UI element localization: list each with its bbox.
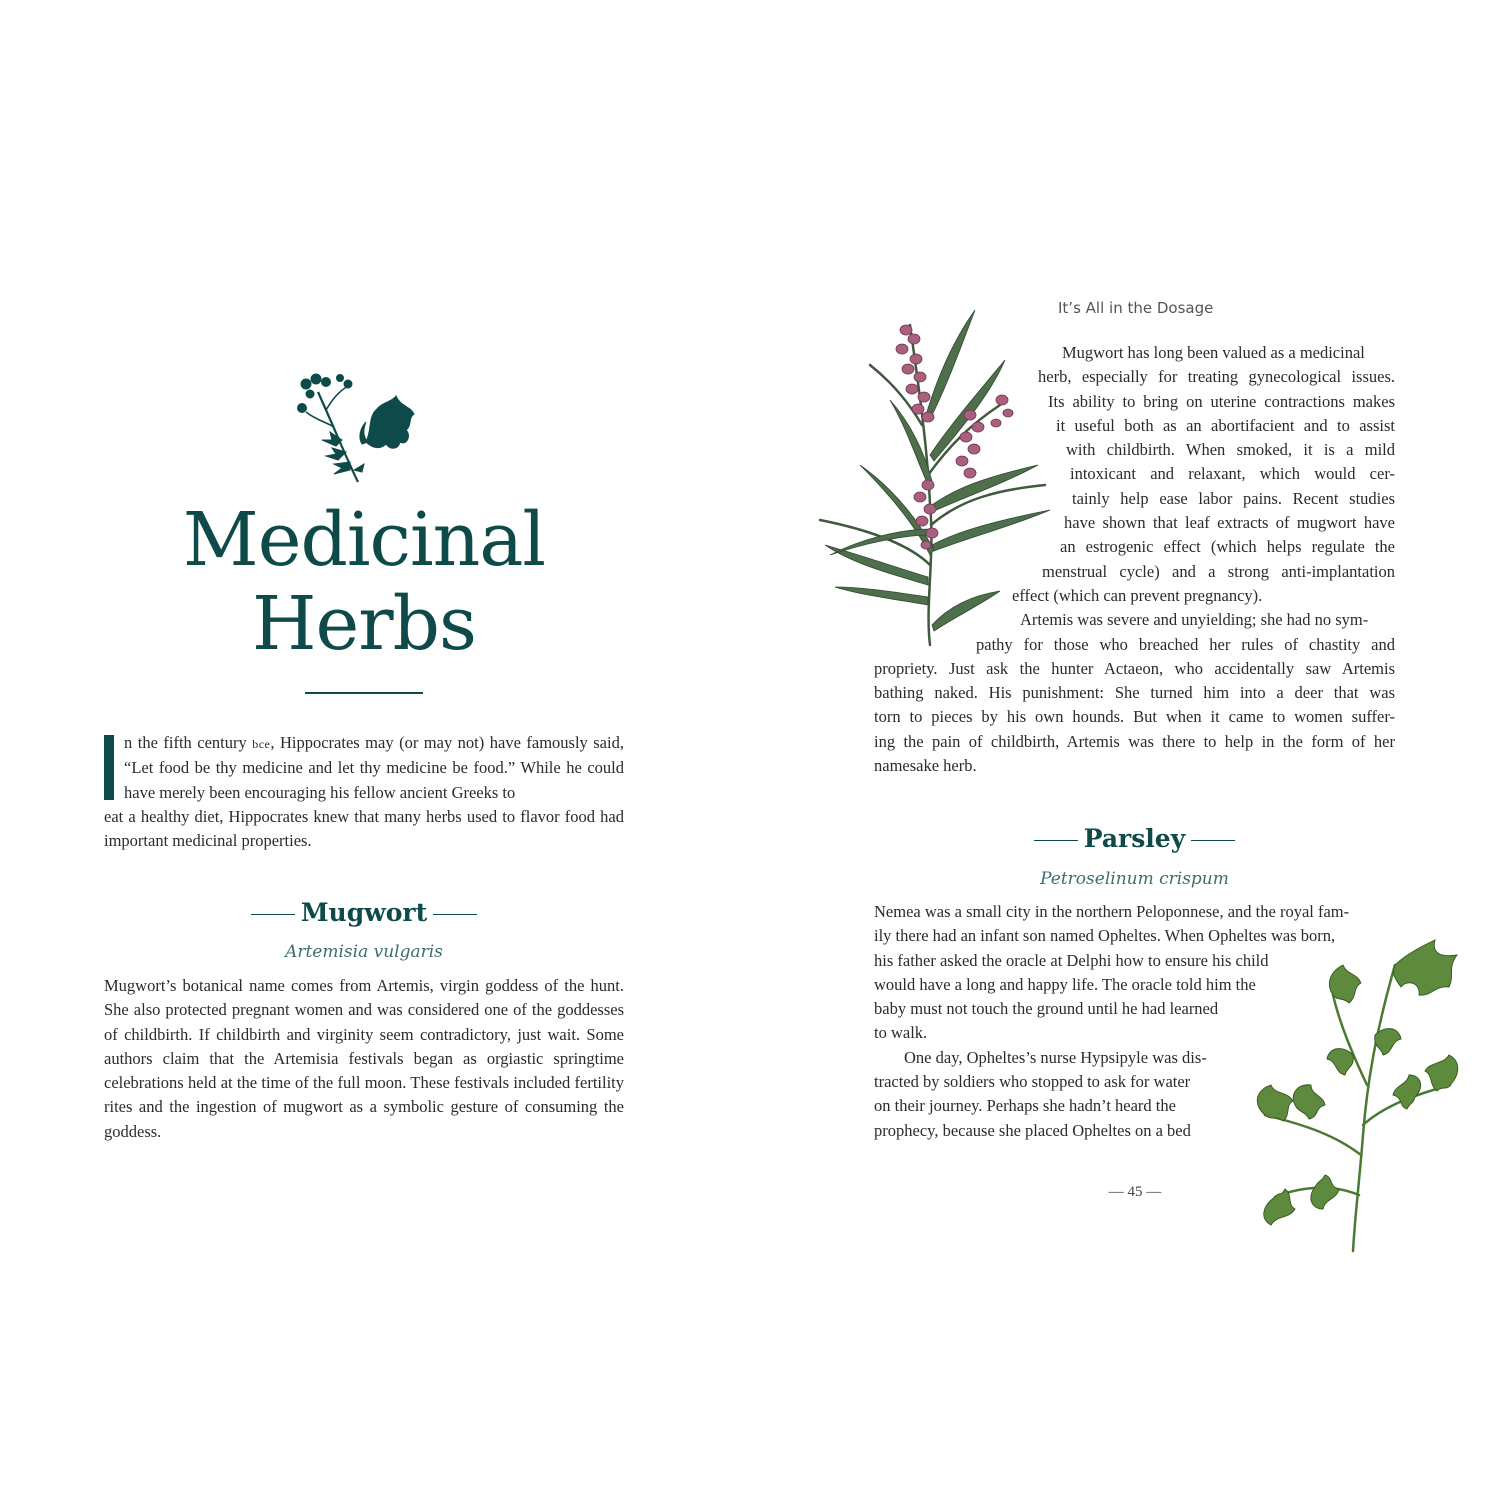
dosage-line-9: an estrogenic effect (which helps regulate the (1060, 537, 1395, 557)
intro-line-3: he could have merely been encouraging his fellow ancient Greeks to (124, 758, 625, 802)
dosage-line-15: bathing naked. His punishment: She turned him into a deer that was (874, 683, 1395, 703)
parsley-line-2: ily there had an infant son named Opheltes. When Opheltes was born, (874, 926, 1336, 946)
parsley-line-10: prophecy, because she placed Opheltes on a bed (874, 1120, 1191, 1140)
intro-paragraph (104, 731, 624, 853)
dosage-line-1: Mugwort has long been valued as a medicinal (1062, 343, 1365, 362)
dosage-line-3: Its ability to bring on uterine contractions makes (1048, 391, 1395, 411)
parsley-line-7: One day, Opheltes’s nurse Hypsipyle was dis- (904, 1047, 1207, 1067)
dosage-line-7: tainly help ease labor pains. Recent studies (1072, 488, 1395, 508)
dosage-line-18: namesake herb. (874, 756, 977, 776)
intro-line-2: said, “Let food be thy medicine and let thy medicine be food.” While (124, 733, 624, 778)
intro-rest: eat a healthy diet, Hippocrates knew that many herbs used to flavor food had important medicinal properties. (104, 806, 624, 851)
parsley-line-6: to walk. (874, 1023, 928, 1043)
intro-indented-lines (104, 731, 624, 805)
parsley-line-9: on their journey. Perhaps she hadn’t heard the (874, 1096, 1176, 1116)
herb-ornament-icon (296, 372, 418, 484)
dosage-line-4: it useful both as an abortifacient and to assist (1056, 415, 1395, 435)
chapter-title-line-2: Herbs (251, 581, 477, 667)
dosage-line-13: pathy for those who breached her rules of chastity and (976, 634, 1395, 654)
parsley-line-1: Nemea was a small city in the northern Peloponnese, and the royal fam- (874, 902, 1350, 921)
chapter-title (104, 498, 624, 666)
mugwort-paragraph: Mugwort’s botanical name comes from Artemis, virgin goddess of the hunt. She also protected pregnant women and was considered one of the goddesses of childbirth. If childbirth and virginity seem contradictory, just wait. Some authors claim that the Artemisia festivals began as orgiastic springtime celebrations held at the time of the full moon. These festivals included fertility rites and the ingestion of mugwort as a symbolic gesture of consuming the goddess. (104, 976, 624, 1141)
dosage-line-16: torn to pieces by his own hounds. But when it came to women suffer- (874, 707, 1395, 727)
parsley-heading-text: Parsley (1083, 824, 1186, 853)
heading-rule-left (251, 914, 295, 916)
dosage-line-2: herb, especially for treating gynecological issues. (1038, 367, 1395, 387)
dosage-line-12: Artemis was severe and unyielding; she had no sym- (1020, 610, 1369, 630)
heading-rule-right (433, 914, 477, 916)
mugwort-latin-name: Artemisia vulgaris (285, 942, 443, 962)
dosage-text (874, 341, 1395, 778)
dosage-line-17: ing the pain of childbirth, Artemis was there to help in the form of her (874, 731, 1395, 751)
mugwort-heading-text: Mugwort (300, 898, 428, 927)
intro-bce: bce (252, 737, 271, 751)
dosage-line-5: with childbirth. When smoked, it is a mild (1066, 440, 1395, 460)
intro-line-1a: n the fifth century (124, 733, 253, 752)
chapter-title-line-1: Medicinal (182, 497, 546, 583)
dosage-line-6: intoxicant and relaxant, which would cer- (1070, 464, 1395, 484)
dosage-line-10: menstrual cycle) and a strong anti-implantation (1042, 561, 1395, 581)
parsley-line-3: his father asked the oracle at Delphi how to ensure his child (874, 950, 1269, 970)
parsley-line-8: tracted by soldiers who stopped to ask for water (874, 1072, 1191, 1092)
intro-line-1b: , Hippocrates may (or may not) have famously (270, 733, 588, 752)
dosage-line-8: have shown that leaf extracts of mugwort have (1064, 513, 1395, 533)
parsley-line-5: baby must not touch the ground until he had learned (874, 999, 1219, 1019)
heading-rule-left (1034, 840, 1078, 842)
dosage-line-11: effect (which can prevent pregnancy). (1012, 585, 1263, 605)
heading-rule-right (1191, 840, 1235, 842)
running-head: It’s All in the Dosage (1058, 299, 1214, 317)
parsley-latin-name: Petroselinum crispum (1040, 869, 1229, 889)
parsley-heading (874, 824, 1395, 854)
page-number: — 45 — (1108, 1184, 1162, 1200)
parsley-text (874, 900, 1395, 1143)
mugwort-heading (104, 898, 624, 928)
dosage-line-14: propriety. Just ask the hunter Actaeon, who accidentally saw Artemis (874, 658, 1395, 678)
right-page (750, 0, 1500, 1500)
title-rule (305, 692, 423, 694)
parsley-line-4: would have a long and happy life. The oracle told him the (874, 974, 1256, 994)
